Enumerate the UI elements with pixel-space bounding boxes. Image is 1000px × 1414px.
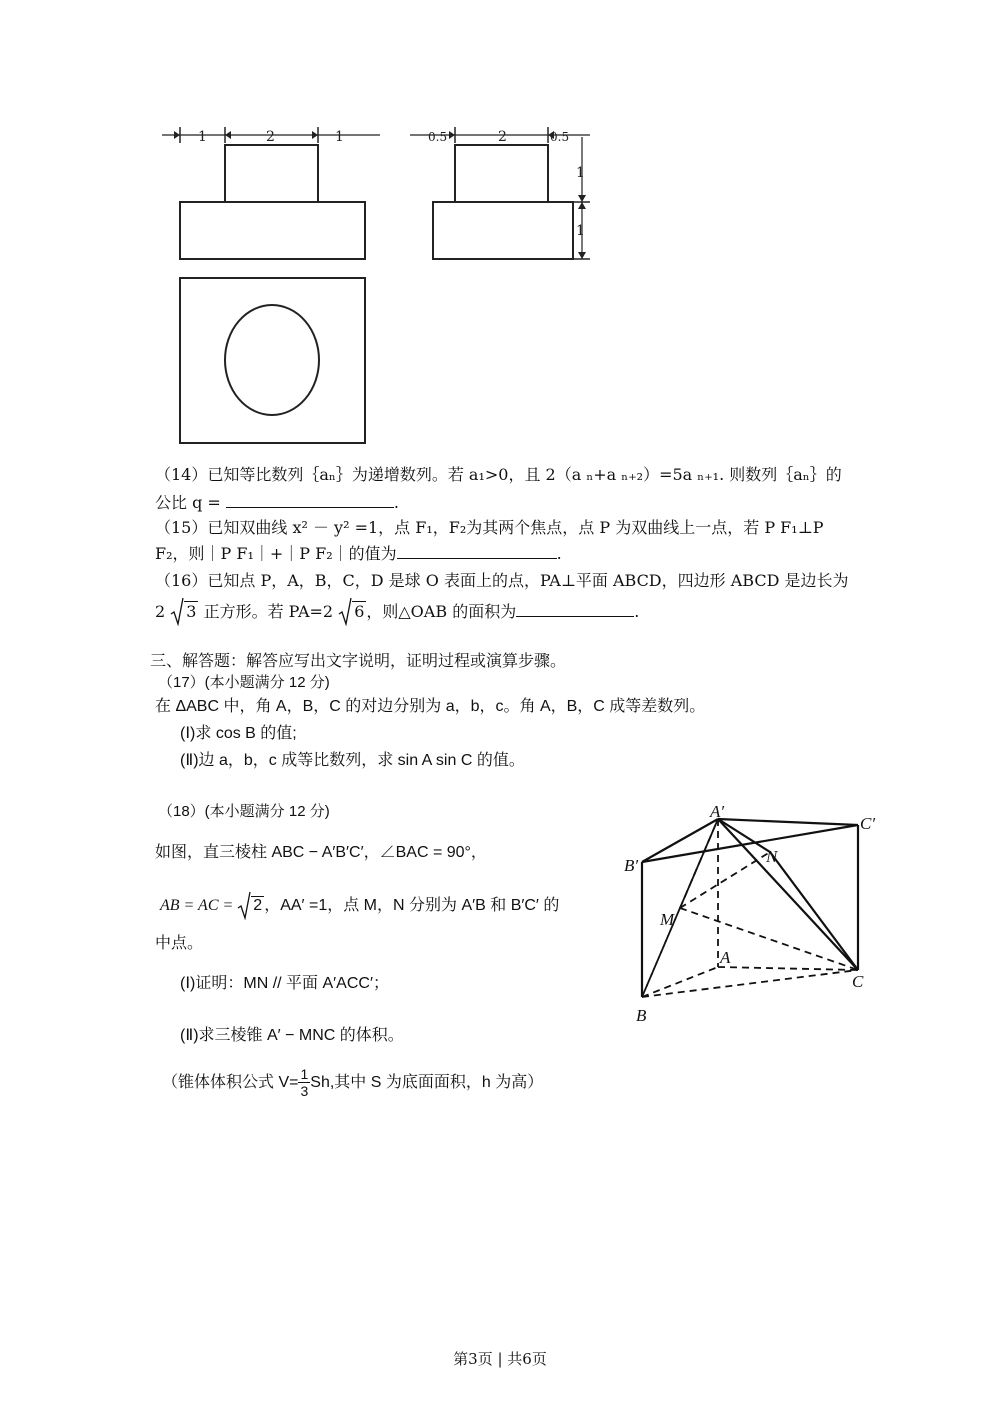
q18-stem2-math: AB = AC = bbox=[160, 897, 238, 914]
dim-label: 0.5 bbox=[428, 130, 448, 144]
dim-label: 0.5 bbox=[550, 130, 570, 144]
vertex-label: B bbox=[636, 1006, 647, 1025]
dim-label: 1 bbox=[198, 129, 207, 145]
q16-line1: （16）已知点 P，A，B，C，D 是球 O 表面上的点，PA⊥平面 ABCD，四边形 ABCD 是边长为 bbox=[155, 571, 849, 590]
q16-answer-blank[interactable] bbox=[516, 602, 634, 617]
dim-label: 2 bbox=[266, 129, 275, 145]
fraction-one-third: $\frac{1}{3}$ bbox=[300, 1066, 309, 1100]
radical-icon bbox=[237, 890, 251, 920]
q17-header: （17）(本小题满分 12 分) bbox=[158, 674, 330, 691]
q16-end: . bbox=[634, 602, 640, 621]
vertex-label: M bbox=[660, 910, 675, 929]
q18-stem2-rest: ，AA′ =1，点 M，N 分别为 A′B 和 B′C′ 的 bbox=[264, 897, 560, 914]
q18-note bbox=[162, 1063, 543, 1103]
q18-header: （18）(本小题满分 12 分) bbox=[158, 803, 330, 820]
front-view-top bbox=[225, 145, 318, 202]
q16-mid: 正方形。若 PA=2 bbox=[203, 602, 334, 621]
q15-answer-blank[interactable] bbox=[397, 544, 557, 559]
q16-line2 bbox=[155, 598, 639, 626]
section-heading: 三、解答题：解答应写出文字说明，证明过程或演算步骤。 bbox=[150, 651, 567, 670]
sqrt-2: 2 bbox=[237, 892, 264, 920]
q14-line1: （14）已知等比数列｛aₙ｝为递增数列。若 a₁>0，且 2（a ₙ+a ₙ₊₂）=5a ₙ₊₁. 则数列｛aₙ｝的 bbox=[155, 465, 842, 484]
q16-tail: ，则△OAB 的面积为 bbox=[366, 602, 517, 621]
dim-label: 1 bbox=[576, 165, 585, 181]
q18-stem2 bbox=[160, 892, 559, 920]
q16-coef: 2 bbox=[155, 602, 166, 621]
q15-line2-suffix: . bbox=[556, 544, 562, 563]
top-view-circle bbox=[225, 305, 319, 415]
sqrt-3: 3 bbox=[170, 598, 198, 626]
q17-stem: 在 ΔABC 中，角 A，B，C 的对边分别为 a，b，c。角 A，B，C 成等差数列。 bbox=[155, 698, 706, 715]
q17-part2: (Ⅱ)边 a，b，c 成等比数列，求 sin A sin C 的值。 bbox=[180, 752, 525, 769]
q15-line2-prefix: F₂，则｜P F₁｜+｜P F₂｜的值为 bbox=[155, 544, 397, 563]
front-view-base bbox=[180, 202, 365, 259]
side-view-top bbox=[455, 145, 548, 202]
radical-icon bbox=[170, 596, 184, 626]
q18-note-suffix: Sh,其中 S 为底面面积，h 为高） bbox=[310, 1074, 544, 1091]
vertex-label: A′ bbox=[710, 805, 725, 821]
vertex-label: C′ bbox=[860, 814, 876, 833]
top-view-square bbox=[180, 278, 365, 443]
sqrt-6: 6 bbox=[338, 598, 366, 626]
q14-line2 bbox=[155, 492, 399, 514]
q15-line1: （15）已知双曲线 x² － y² =1，点 F₁，F₂为其两个焦点，点 P 为双曲线上一点，若 P F₁⊥P bbox=[155, 518, 824, 537]
q18-stem1: 如图，直三棱柱 ABC − A′B′C′，∠BAC = 90°， bbox=[155, 844, 487, 861]
radical-icon bbox=[338, 596, 352, 626]
page-footer: 第3页 | 共6页 bbox=[453, 1350, 547, 1368]
three-view-figure bbox=[150, 115, 600, 455]
dim-label: 2 bbox=[498, 129, 507, 145]
q18-part2: (Ⅱ)求三棱锥 A′ − MNC 的体积。 bbox=[180, 1027, 404, 1044]
vertex-label: N bbox=[766, 847, 778, 866]
q14-answer-blank[interactable] bbox=[226, 493, 394, 508]
q18-stem3: 中点。 bbox=[155, 935, 204, 952]
dim-label: 1 bbox=[335, 129, 344, 145]
vertex-label: C bbox=[852, 972, 864, 991]
q14-line2-prefix: 公比 q = bbox=[155, 493, 221, 512]
vertex-label: A bbox=[720, 948, 731, 967]
side-view-base bbox=[433, 202, 573, 259]
vertex-label: B′ bbox=[624, 856, 639, 875]
dim-label: 1 bbox=[576, 223, 585, 239]
prism-figure bbox=[620, 805, 890, 1030]
q17-part1: (Ⅰ)求 cos B 的值; bbox=[180, 725, 297, 742]
q15-line2 bbox=[155, 543, 562, 565]
q18-note-prefix: （锥体体积公式 V= bbox=[162, 1074, 299, 1091]
q14-line2-suffix: . bbox=[393, 493, 400, 512]
q18-part1: (Ⅰ)证明：MN // 平面 A′ACC′； bbox=[180, 975, 389, 992]
